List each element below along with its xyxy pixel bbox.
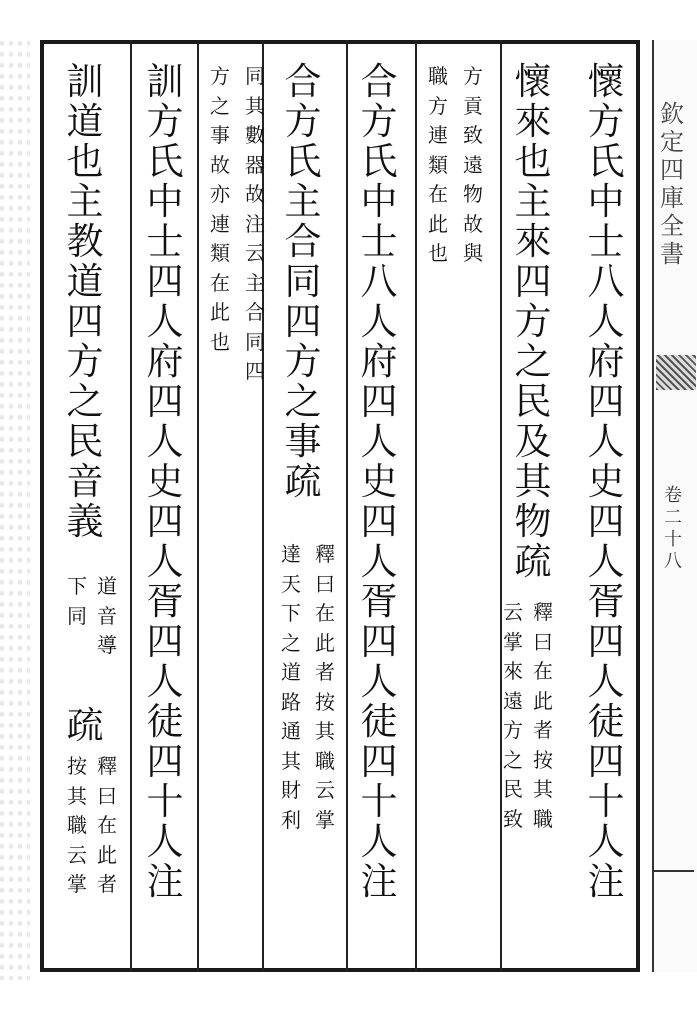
character: 物	[463, 182, 483, 206]
text-column	[280, 62, 326, 502]
character: 訓	[146, 60, 184, 103]
character: 胥	[587, 580, 625, 623]
text-column	[142, 62, 188, 902]
edge-damage	[656, 355, 696, 390]
character: 通	[281, 719, 301, 743]
character: 數	[245, 123, 265, 147]
character: 人	[360, 420, 398, 463]
character: 府	[146, 340, 184, 383]
character: 八	[360, 260, 398, 303]
character: 中	[360, 180, 398, 223]
character: 四	[66, 300, 104, 343]
character: 掌	[67, 872, 87, 896]
character: 合	[284, 60, 322, 103]
character: 注	[245, 211, 265, 236]
character: 氏	[146, 140, 184, 183]
column-divider	[415, 40, 417, 972]
character: 此	[428, 211, 448, 236]
character: 四	[146, 740, 184, 783]
character: 氏	[587, 140, 625, 183]
character: 釋	[533, 600, 553, 624]
character: 與	[463, 241, 483, 265]
commentary-column	[62, 572, 92, 631]
character: 二	[664, 507, 682, 528]
character: 疏	[66, 704, 104, 747]
character: 方	[503, 718, 523, 742]
character: 士	[587, 220, 625, 263]
character: 訓	[66, 60, 104, 103]
character: 合	[245, 300, 265, 324]
character: 主	[245, 270, 265, 295]
character: 者	[315, 660, 335, 684]
character: 其	[67, 783, 87, 808]
character: 人	[360, 660, 398, 703]
character: 之	[281, 630, 301, 655]
character: 十	[587, 780, 625, 823]
character: 欽	[660, 100, 684, 128]
character: 故	[463, 211, 483, 236]
commentary-column	[62, 752, 92, 900]
column-divider	[130, 40, 132, 972]
character: 云	[245, 241, 265, 265]
character: 民	[503, 777, 523, 801]
character: 八	[587, 260, 625, 303]
character: 八	[664, 551, 682, 572]
character: 氏	[284, 140, 322, 183]
character: 懷	[587, 60, 625, 103]
character: 十	[146, 780, 184, 823]
text-column	[356, 62, 402, 902]
character: 人	[146, 300, 184, 343]
character: 主	[66, 180, 104, 223]
character: 掌	[503, 629, 523, 654]
character: 懷	[514, 60, 552, 103]
character: 財	[281, 778, 301, 802]
book-edge	[652, 40, 697, 972]
character: 人	[146, 420, 184, 463]
character: 四	[360, 380, 398, 423]
character: 人	[146, 540, 184, 583]
character: 事	[284, 420, 322, 463]
character: 四	[587, 740, 625, 783]
edge-volume-label	[664, 485, 682, 573]
character: 致	[503, 806, 523, 831]
character: 之	[503, 747, 523, 772]
character: 及	[514, 420, 552, 463]
character: 其	[245, 93, 265, 118]
character: 來	[514, 100, 552, 143]
character: 貢	[463, 93, 483, 118]
character: 釋	[97, 754, 117, 778]
character: 十	[664, 529, 682, 550]
character: 下	[281, 601, 301, 625]
character: 也	[210, 329, 230, 354]
character: 按	[533, 747, 553, 772]
character: 徒	[360, 700, 398, 743]
character: 胥	[360, 580, 398, 623]
character: 事	[210, 123, 230, 147]
character: 導	[97, 633, 117, 657]
character: 按	[67, 754, 87, 778]
column-divider	[197, 40, 199, 972]
edge-book-title	[660, 100, 684, 268]
character: 庫	[660, 184, 684, 212]
commentary-column	[498, 598, 528, 834]
character: 義	[66, 500, 104, 543]
character: 四	[146, 500, 184, 543]
character: 遠	[463, 152, 483, 177]
character: 四	[245, 359, 265, 383]
character: 曰	[315, 571, 335, 596]
character: 曰	[97, 783, 117, 808]
character: 此	[533, 688, 553, 713]
character: 也	[428, 241, 448, 265]
character: 道	[97, 574, 117, 598]
character: 在	[97, 813, 117, 837]
character: 十	[360, 780, 398, 823]
character: 道	[66, 100, 104, 143]
character: 天	[281, 571, 301, 596]
page-edge-shading	[0, 40, 30, 980]
character: 其	[514, 460, 552, 503]
character: 中	[587, 180, 625, 223]
character: 同	[245, 64, 265, 88]
character: 全	[660, 212, 684, 240]
commentary-column	[205, 62, 235, 357]
character: 云	[67, 842, 87, 867]
character: 士	[146, 220, 184, 263]
character: 達	[281, 542, 301, 566]
character: 在	[315, 601, 335, 625]
commentary-column	[92, 572, 122, 661]
character: 士	[360, 220, 398, 263]
character: 注	[587, 860, 625, 903]
commentary-column	[240, 62, 270, 387]
character: 方	[428, 93, 448, 118]
character: 四	[146, 380, 184, 423]
character: 主	[284, 180, 322, 223]
character: 定	[660, 128, 684, 156]
commentary-column	[528, 598, 558, 834]
character: 連	[210, 211, 230, 236]
character: 器	[245, 152, 265, 177]
character: 音	[66, 460, 104, 503]
character: 胥	[146, 580, 184, 623]
character: 人	[587, 540, 625, 583]
character: 云	[503, 600, 523, 624]
commentary-column	[276, 540, 306, 835]
character: 教	[66, 220, 104, 263]
character: 四	[587, 500, 625, 543]
character: 主	[514, 180, 552, 223]
character: 方	[284, 340, 322, 383]
character: 中	[146, 180, 184, 223]
character: 職	[315, 748, 335, 773]
text-column	[62, 62, 108, 542]
character: 利	[281, 807, 301, 832]
character: 史	[146, 460, 184, 503]
character: 掌	[315, 807, 335, 832]
character: 曰	[533, 629, 553, 654]
character: 來	[503, 659, 523, 683]
character: 四	[146, 260, 184, 303]
character: 故	[210, 152, 230, 177]
character: 四	[587, 620, 625, 663]
character: 同	[284, 260, 322, 303]
character: 史	[360, 460, 398, 503]
text-column	[62, 706, 108, 746]
character: 人	[360, 540, 398, 583]
character: 民	[66, 420, 104, 463]
character: 方	[514, 300, 552, 343]
character: 人	[146, 820, 184, 863]
commentary-column	[423, 62, 453, 269]
character: 疏	[514, 540, 552, 583]
character: 也	[66, 140, 104, 183]
character: 其	[281, 748, 301, 773]
character: 此	[97, 842, 117, 867]
character: 來	[514, 220, 552, 263]
character: 同	[67, 603, 87, 628]
character: 四	[360, 740, 398, 783]
character: 徒	[587, 700, 625, 743]
character: 職	[428, 64, 448, 88]
character: 四	[360, 620, 398, 663]
character: 府	[587, 340, 625, 383]
character: 氏	[360, 140, 398, 183]
character: 此	[210, 300, 230, 324]
character: 方	[284, 100, 322, 143]
character: 人	[587, 660, 625, 703]
character: 注	[146, 860, 184, 903]
character: 人	[360, 300, 398, 343]
character: 此	[315, 630, 335, 655]
character: 其	[315, 719, 335, 743]
character: 道	[66, 260, 104, 303]
character: 人	[146, 660, 184, 703]
character: 合	[360, 60, 398, 103]
character: 徒	[146, 700, 184, 743]
character: 方	[587, 100, 625, 143]
character: 者	[97, 872, 117, 896]
character: 物	[514, 500, 552, 543]
character: 四	[360, 500, 398, 543]
character: 方	[360, 100, 398, 143]
character: 四	[660, 156, 684, 184]
character: 路	[281, 689, 301, 714]
character: 人	[587, 300, 625, 343]
character: 同	[245, 329, 265, 354]
character: 下	[67, 574, 87, 598]
character: 四	[587, 380, 625, 423]
character: 府	[360, 340, 398, 383]
character: 在	[210, 270, 230, 295]
character: 四	[146, 620, 184, 663]
character: 云	[315, 778, 335, 802]
character: 之	[514, 340, 552, 383]
character: 卷	[664, 485, 682, 506]
character: 釋	[315, 542, 335, 566]
text-column	[583, 62, 629, 902]
character: 也	[514, 140, 552, 183]
character: 人	[360, 820, 398, 863]
character: 疏	[284, 460, 322, 503]
character: 道	[281, 660, 301, 684]
character: 按	[315, 689, 335, 714]
edge-tick	[654, 870, 694, 872]
character: 在	[533, 659, 553, 683]
character: 人	[587, 420, 625, 463]
character: 注	[360, 860, 398, 903]
character: 書	[660, 240, 684, 268]
character: 人	[587, 820, 625, 863]
character: 之	[66, 380, 104, 423]
character: 職	[533, 806, 553, 831]
character: 者	[533, 718, 553, 742]
character: 之	[210, 93, 230, 118]
character: 四	[514, 260, 552, 303]
character: 職	[67, 813, 87, 837]
character: 民	[514, 380, 552, 423]
commentary-column	[92, 752, 122, 900]
character: 故	[245, 182, 265, 206]
character: 其	[533, 777, 553, 801]
character: 方	[146, 100, 184, 143]
character: 致	[463, 123, 483, 147]
character: 之	[284, 380, 322, 423]
character: 遠	[503, 688, 523, 713]
character: 連	[428, 123, 448, 147]
text-column	[510, 62, 556, 582]
character: 史	[587, 460, 625, 503]
character: 音	[97, 603, 117, 628]
character: 合	[284, 220, 322, 263]
character: 類	[428, 152, 448, 177]
character: 四	[284, 300, 322, 343]
character: 方	[66, 340, 104, 383]
column-divider	[346, 40, 348, 972]
commentary-column	[310, 540, 340, 835]
character: 在	[428, 182, 448, 206]
character: 方	[210, 64, 230, 88]
commentary-column	[458, 62, 488, 269]
character: 亦	[210, 182, 230, 206]
character: 類	[210, 241, 230, 265]
character: 方	[463, 64, 483, 88]
